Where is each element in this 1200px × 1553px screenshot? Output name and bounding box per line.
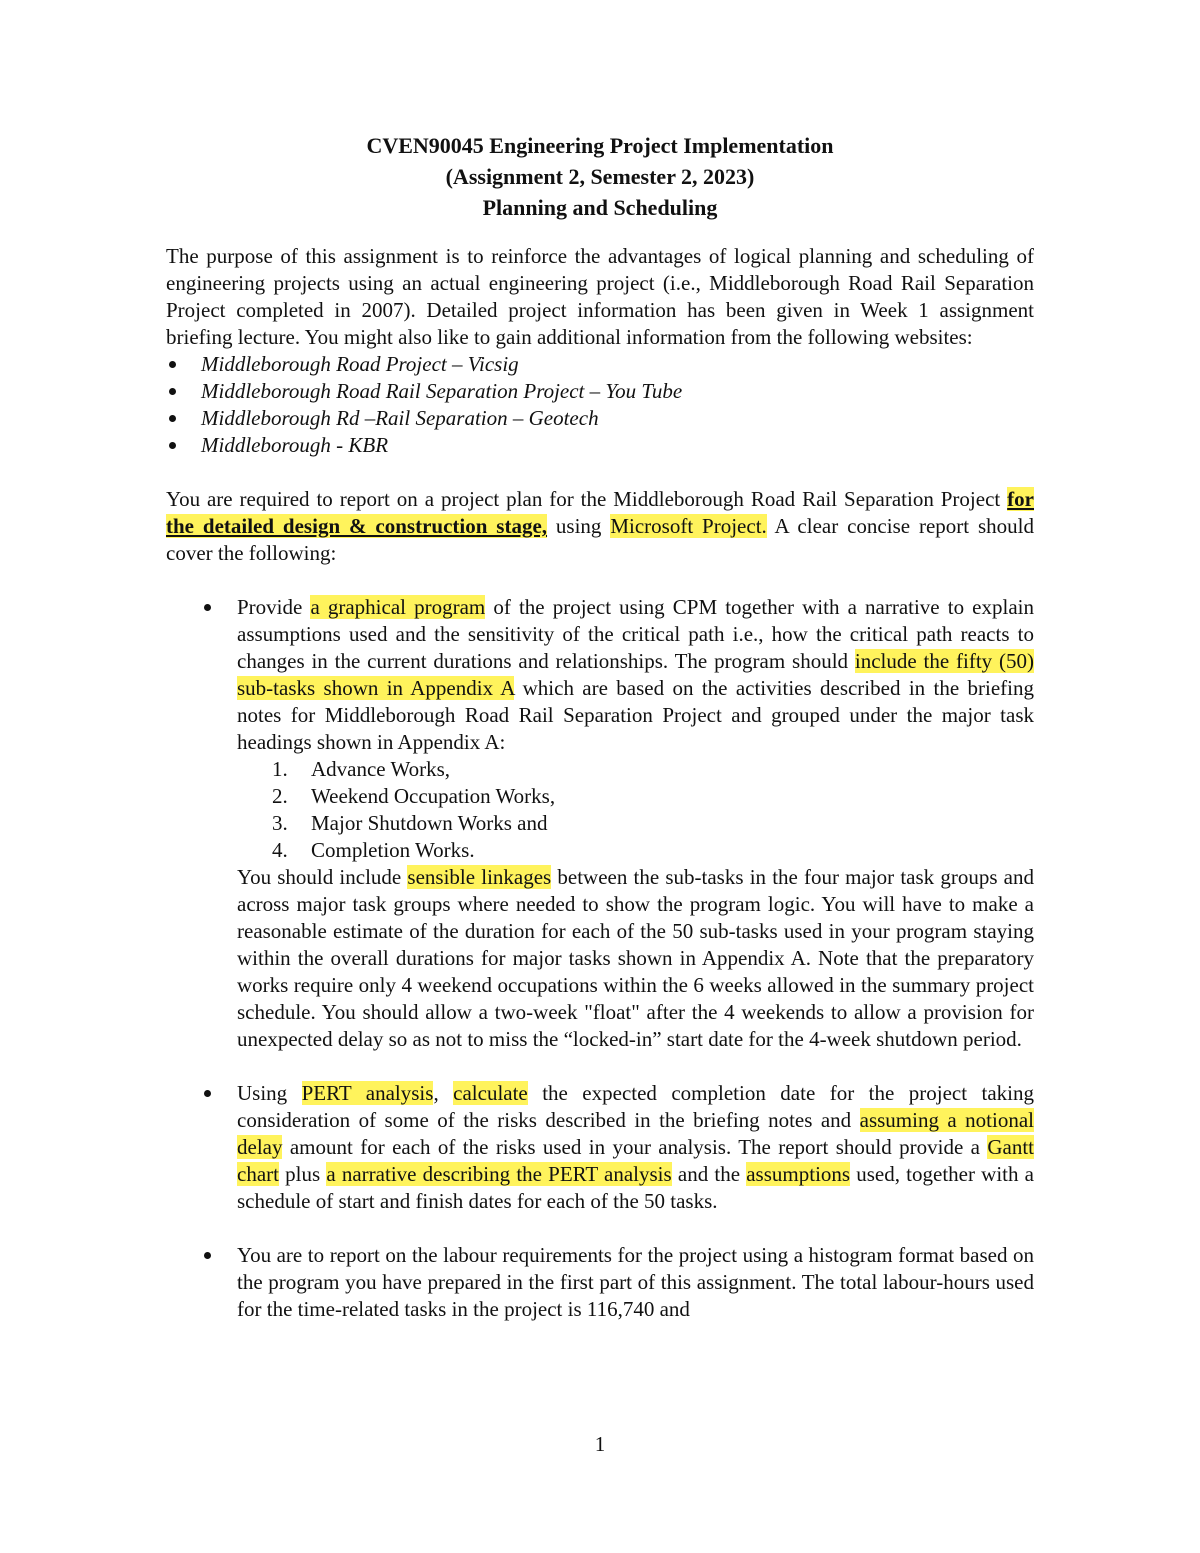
major-task-list [237, 756, 1034, 864]
page-number: 1 [594, 1432, 606, 1456]
bullet-icon [204, 1252, 211, 1259]
document-body [166, 130, 1034, 1323]
course-title: CVEN90045 Engineering Project Implementation [366, 133, 834, 158]
website-link[interactable]: Middleborough Road Rail Separation Project – You Tube [166, 378, 1034, 405]
website-list [166, 351, 1034, 459]
software-highlight: Microsoft Project. [610, 514, 767, 538]
stage-emphasis: for the detailed design & construction stage, [166, 487, 1034, 538]
bullet-icon [169, 388, 176, 395]
task-labour-histogram [166, 1242, 1034, 1323]
bullet-icon [169, 442, 176, 449]
website-link[interactable]: Middleborough Rd –Rail Separation – Geotech [166, 405, 1034, 432]
bullet-icon [204, 604, 211, 611]
assignment-subtitle: (Assignment 2, Semester 2, 2023) [445, 164, 755, 189]
major-task-item: 3. Major Shutdown Works and [272, 811, 548, 835]
major-task-item: 1. Advance Works, [272, 757, 451, 781]
requirement-paragraph: You are required to report on a project plan for the Middleborough Road Rail Separation Project for the detailed design & construction stage, using Microsoft Project. A clear concise report should cover the following: [166, 487, 1034, 565]
major-task-item: 4. Completion Works. [272, 838, 475, 862]
cpm-paragraph: Provide a graphical program of the project using CPM together with a narrative to explain assumptions used and the sensitivity of the critical path i.e., how the critical path reacts to changes in the current durations and relationships. The program should include the fifty (50) sub-tasks shown in Appendix A which are based on the activities described in the briefing notes for Middleborough Road Rail Separation Project and grouped under the major task headings shown in Appendix A: [237, 595, 1034, 754]
major-task-item: 2. Weekend Occupation Works, [272, 784, 556, 808]
bullet-icon [169, 415, 176, 422]
topic-heading: Planning and Scheduling [482, 195, 718, 220]
task-pert-analysis [166, 1080, 1034, 1215]
bullet-icon [169, 361, 176, 368]
task-cpm-program [166, 594, 1034, 1053]
purpose-paragraph: The purpose of this assignment is to reinforce the advantages of logical planning and scheduling of engineering projects using an actual engineering project (i.e., Middleborough Road Rail Separation Project completed in 2007). Detailed project information has been given in Week 1 assignment briefing lecture. You might also like to gain additional information from the following websites: [166, 244, 1034, 349]
pert-paragraph: Using PERT analysis, calculate the expected completion date for the project taking consideration of some of the risks described in the briefing notes and assuming a notional delay amount for each of the risks used in your analysis. The report should provide a Gantt chart plus a narrative describing the PERT analysis and the assumptions used, together with a schedule of start and finish dates for each of the 50 tasks. [237, 1081, 1035, 1213]
linkages-paragraph: You should include sensible linkages between the sub-tasks in the four major task groups and across major task groups where needed to show the program logic. You will have to make a reasonable estimate of the duration for each of the 50 sub-tasks used in your program staying within the overall durations for major tasks shown in Appendix A. Note that the preparatory works require only 4 weekend occupations within the 6 weeks allowed in the summary project schedule. You should allow a two-week "float" after the 4 weekends to allow a provision for unexpected delay so as not to miss the “locked-in” start date for the 4-week shutdown period. [237, 865, 1034, 1051]
bullet-icon [204, 1090, 211, 1097]
labour-paragraph: You are to report on the labour requirements for the project using a histogram format based on the program you have prepared in the first part of this assignment. The total labour-hours used for the time-related tasks in the project is 116,740 and [237, 1243, 1034, 1321]
website-link[interactable]: Middleborough Road Project – Vicsig [166, 351, 1034, 378]
website-link[interactable]: Middleborough - KBR [166, 432, 1034, 459]
